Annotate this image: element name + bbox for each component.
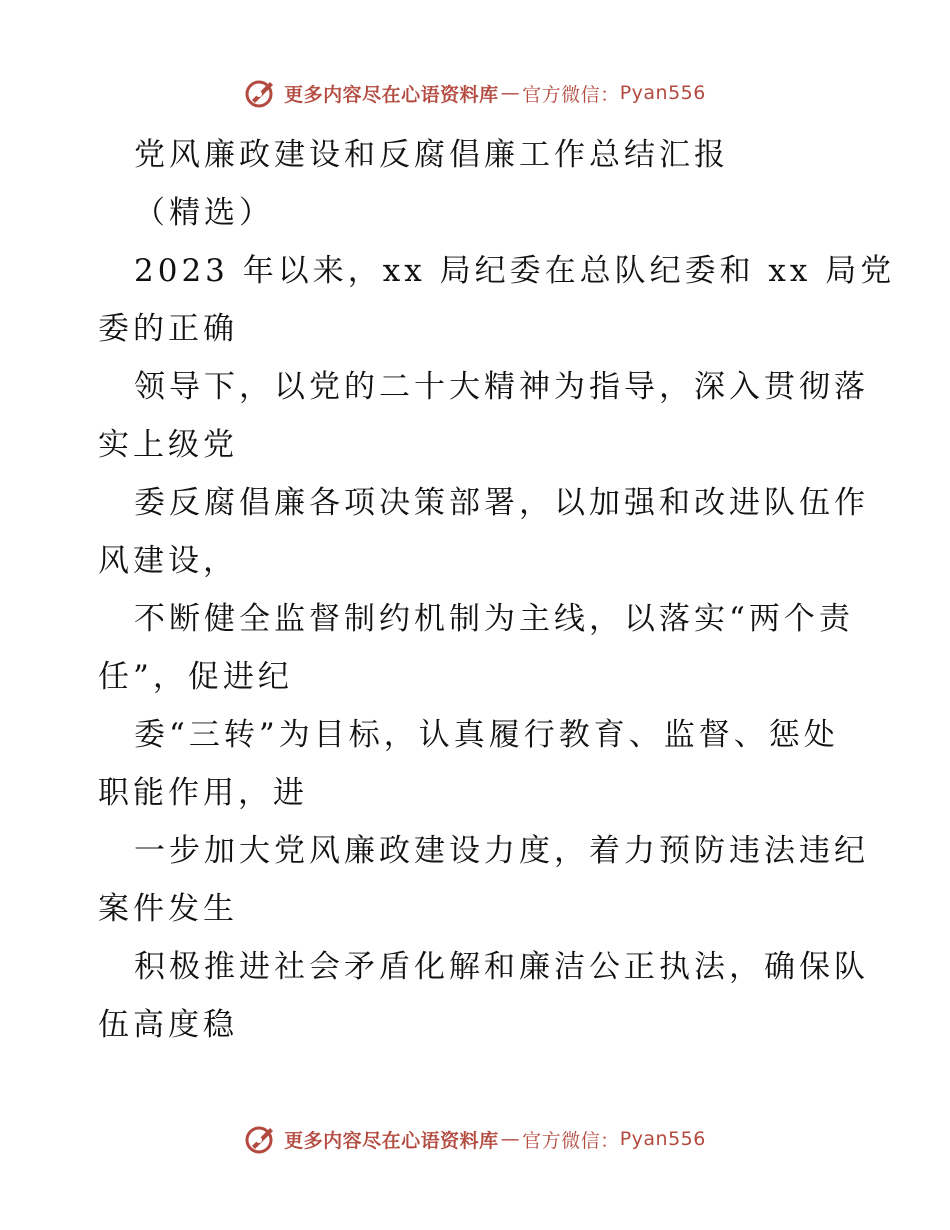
brand-logo-icon [244, 1122, 278, 1156]
header-watermark [0, 76, 950, 110]
paragraph-line: 职能作用，进 [98, 775, 308, 811]
watermark-wechat: Pyan556 [619, 82, 706, 104]
watermark-official: 官方微信： [522, 83, 620, 106]
paragraph-line: 2023 年以来，xx 局纪委在总队纪委和 xx 局党 [134, 253, 896, 289]
paragraph-line: 实上级党 [98, 427, 238, 463]
watermark-dash: — [500, 1128, 521, 1150]
paragraph-line: 一步加大党风廉政建设力度，着力预防违法违纪 [134, 833, 869, 869]
document-subtitle: （精选） [134, 195, 274, 231]
paragraph-line: 委反腐倡廉各项决策部署，以加强和改进队伍作 [134, 485, 869, 521]
paragraph-line: 积极推进社会矛盾化解和廉洁公正执法，确保队 [134, 949, 869, 985]
paragraph-line: 风建设， [98, 543, 238, 579]
watermark-brand: 更多内容尽在心语资料库 [284, 1129, 499, 1152]
paragraph-line: 委的正确 [98, 311, 238, 347]
paragraph-line: 伍高度稳 [98, 1007, 238, 1043]
watermark-brand: 更多内容尽在心语资料库 [284, 83, 499, 106]
footer-watermark [0, 1122, 950, 1156]
paragraph-line: 任”，促进纪 [98, 659, 293, 695]
watermark-official: 官方微信： [522, 1129, 620, 1152]
watermark-wechat: Pyan556 [619, 1128, 706, 1150]
document-title: 党风廉政建设和反腐倡廉工作总结汇报 [134, 137, 729, 173]
paragraph-line: 委“三转”为目标，认真履行教育、监督、惩处 [134, 717, 839, 753]
paragraph-line: 不断健全监督制约机制为主线，以落实“两个责 [134, 601, 854, 637]
document-body [98, 126, 896, 1054]
brand-logo-icon [244, 76, 278, 110]
paragraph-line: 案件发生 [98, 891, 238, 927]
watermark-dash: — [500, 82, 521, 104]
paragraph-line: 领导下，以党的二十大精神为指导，深入贯彻落 [134, 369, 869, 405]
